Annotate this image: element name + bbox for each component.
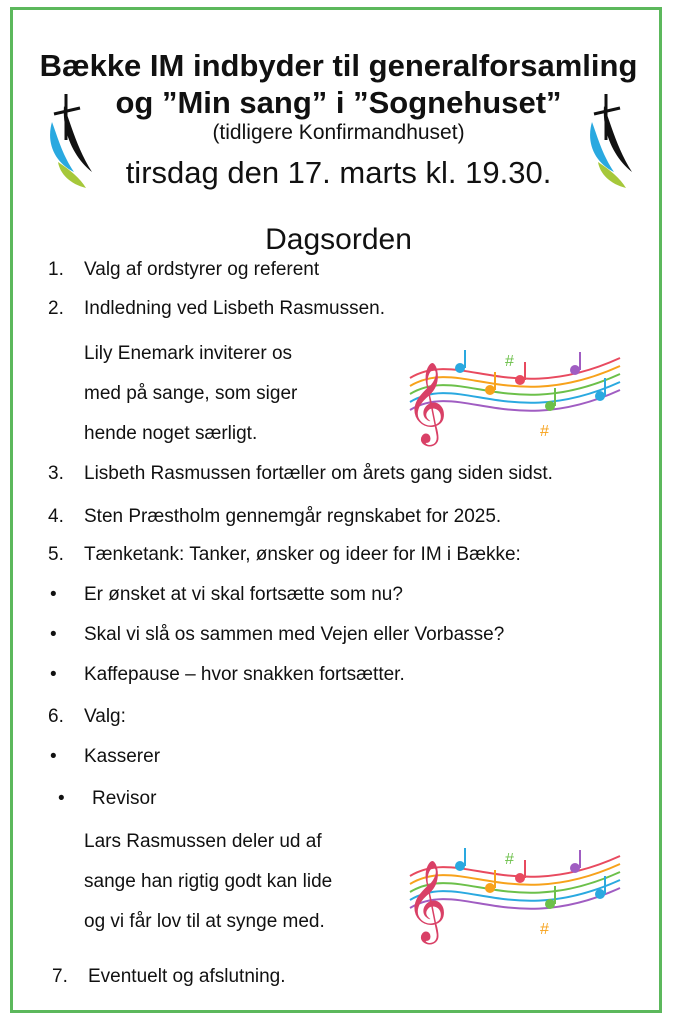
agenda-title: Dagsorden [265,223,412,256]
svg-text:#: # [540,423,549,440]
bullet: • [50,624,57,645]
svg-text:#: # [505,353,514,370]
bullet: • [50,664,57,685]
item-text: Revisor [92,788,157,809]
paragraph-line: Lars Rasmussen deler ud af [84,831,322,852]
item-text: Tænketank: Tanker, ønsker og ideer for IM i Bække: [84,544,521,565]
paragraph-line: og vi får lov til at synge med. [84,911,325,932]
bullet: • [50,746,57,767]
bullet: • [50,584,57,605]
item-number: 7. [52,966,68,987]
paragraph-line: sange han rigtig godt kan lide [84,871,333,892]
item-text: Lisbeth Rasmussen fortæller om årets gang siden sidst. [84,463,553,484]
header-line-1: Bække IM indbyder til generalforsamling [39,48,638,83]
item-number: 6. [48,706,64,727]
item-text: Skal vi slå os sammen med Vejen eller Vorbasse? [84,624,505,645]
svg-text:#: # [540,921,549,938]
item-text: Valg: [84,706,126,727]
item-text: Er ønsket at vi skal fortsætte som nu? [84,584,403,605]
paragraph-line: hende noget særligt. [84,423,258,444]
item-number: 4. [48,506,64,527]
paragraph-lily [84,334,297,454]
paragraph-lars [84,822,332,942]
item-text: Eventuelt og afslutning. [88,966,286,987]
svg-text:𝄞: 𝄞 [406,361,448,443]
item-number: 2. [48,298,64,319]
paragraph-line: med på sange, som siger [84,383,298,404]
item-text: Kaffepause – hvor snakken fortsætter. [84,664,405,685]
header-line-3: (tidligere Konfirmandhuset) [212,121,465,144]
item-number: 1. [48,259,64,280]
item-text: Indledning ved Lisbeth Rasmussen. [84,298,386,319]
item-text: Valg af ordstyrer og referent [84,259,320,280]
header-date: tirsdag den 17. marts kl. 19.30. [125,155,552,190]
svg-text:𝄞: 𝄞 [406,859,448,941]
bullet: • [58,788,65,809]
paragraph-line: Lily Enemark inviterer os [84,343,293,364]
item-text: Kasserer [84,746,161,767]
music-notes-icon [400,826,630,946]
header-line-2: og ”Min sang” i ”Sognehuset” [115,85,562,120]
svg-text:#: # [505,851,514,868]
item-text: Sten Præstholm gennemgår regnskabet for 2025. [84,506,502,527]
item-number: 5. [48,544,64,565]
music-notes-icon [400,328,630,448]
item-number: 3. [48,463,64,484]
